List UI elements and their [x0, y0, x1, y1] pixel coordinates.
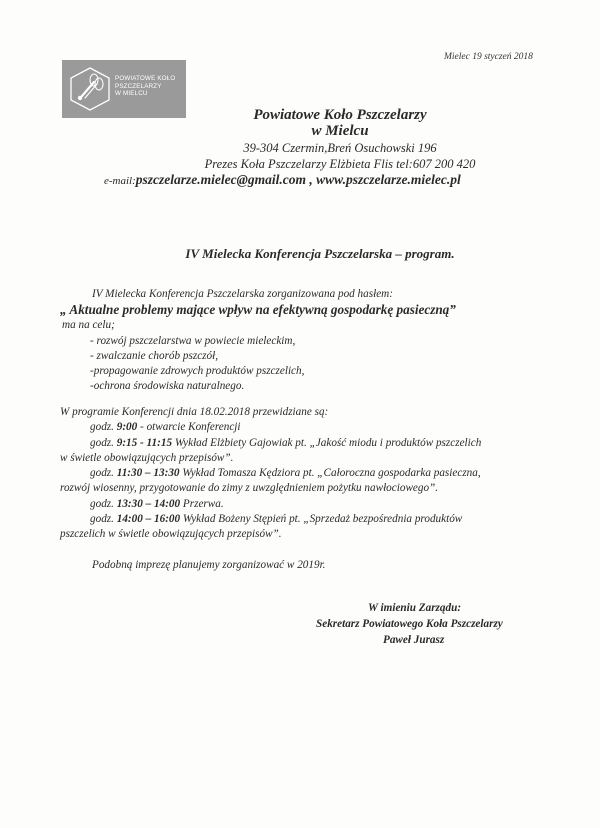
program-item: godz. 9:15 - 11:15 Wykład Elżbiety Gajowiak pt. „Jakość miodu i produktów pszczelich: [90, 437, 482, 449]
program-time: 13:30 – 14:00: [116, 498, 181, 510]
conference-slogan: „ Aktualne problemy mające wpływ na efektywną gospodarkę pasieczną”: [60, 302, 456, 317]
program-item: godz. 14:00 – 16:00 Wykład Bożeny Stępień pt. „Sprzedaż bezpośrednia produktów: [90, 513, 463, 525]
organization-city: w Mielcu: [311, 123, 369, 139]
program-item: godz. 9:00 - otwarcie Konferencji: [90, 421, 241, 433]
program-item: godz. 13:30 – 14:00 Przerwa.: [90, 498, 224, 510]
contact-separator: ,: [305, 172, 317, 187]
signature-line: Sekretarz Powiatowego Koła Pszczelarzy: [316, 618, 503, 630]
program-time: 9:15 - 11:15: [116, 437, 173, 449]
closing-note: Podobną imprezę planujemy zorganizować w 2019r.: [92, 559, 326, 571]
program-time: 14:00 – 16:00: [116, 513, 181, 525]
contact-line: [104, 172, 461, 188]
program-time: 9:00: [116, 421, 138, 433]
email-label: e-mail:: [104, 175, 136, 187]
bee-hexagon-icon: [68, 66, 112, 112]
aim-item: - zwalczanie chorób pszczół,: [90, 350, 219, 362]
aim-item: - rozwój pszczelarstwa w powiecie mieleckim,: [90, 335, 296, 347]
logo-line: PSZCZELARZY: [115, 82, 162, 90]
aims-label: ma na celu;: [62, 319, 115, 331]
conference-title: IV Mielecka Konferencja Pszczelarska – program.: [185, 246, 455, 261]
signature-name: Paweł Jurasz: [383, 634, 445, 646]
program-item-continued: pszczelich w świetle obowiązujących przepisów”.: [60, 528, 282, 540]
logo-line: POWIATOWE KOŁO: [115, 75, 176, 82]
program-item-continued: rozwój wiosenny, przygotowanie do zimy z uwzględnieniem pożytku nawłociowego”.: [60, 482, 439, 494]
aim-item: -propagowanie zdrowych produktów pszczelich,: [90, 365, 305, 377]
logo-line: W MIELCU: [115, 90, 148, 98]
email-address[interactable]: pszczelarze.mielec@gmail.com: [135, 172, 306, 187]
signature-line: W imieniu Zarządu:: [368, 602, 462, 614]
aim-item: -ochrona środowiska naturalnego.: [90, 380, 245, 392]
organization-name: Powiatowe Koło Pszczelarzy: [253, 107, 427, 123]
document-date: Mielec 19 styczeń 2018: [444, 52, 533, 62]
program-item-continued: w świetle obowiązujących przepisów”.: [60, 452, 234, 464]
organization-president: Prezes Koła Pszczelarzy Elżbieta Flis tel:607 200 420: [204, 157, 476, 171]
program-intro: W programie Konferencji dnia 18.02.2018 przewidziane są:: [60, 406, 329, 418]
conference-intro: IV Mielecka Konferencja Pszczelarska zorganizowana pod hasłem:: [92, 288, 393, 300]
program-item: godz. 11:30 – 13:30 Wykład Tomasza Kędziora pt. „Całoroczna gospodarka pasieczna,: [90, 467, 481, 479]
organization-address: 39-304 Czermin,Breń Osuchowski 196: [243, 141, 437, 155]
program-time: 11:30 – 13:30: [116, 467, 180, 479]
website-link[interactable]: www.pszczelarze.mielec.pl: [316, 172, 461, 187]
